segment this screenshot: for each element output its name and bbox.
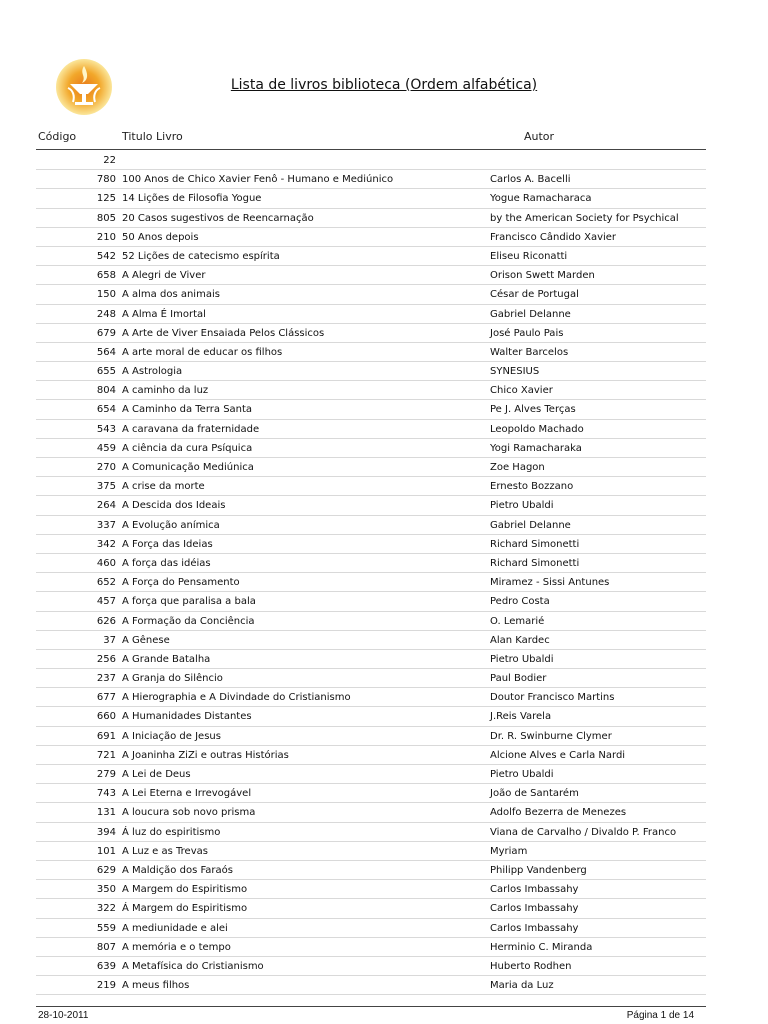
book-code: 375: [96, 481, 116, 493]
book-title: A força das idéias: [122, 557, 211, 569]
footer-date: 28-10-2011: [38, 1010, 89, 1021]
book-code: 237: [96, 673, 116, 685]
book-title: A Hierographia e A Divindade do Cristianismo: [122, 692, 351, 704]
book-author: Paul Bodier: [490, 673, 547, 685]
book-code: 350: [96, 884, 116, 896]
table-row: [36, 151, 706, 170]
book-code: 629: [96, 864, 116, 876]
table-row: [36, 919, 706, 938]
book-author: Pietro Ubaldi: [490, 653, 554, 665]
book-author: César de Portugal: [490, 289, 579, 301]
book-code: 248: [96, 308, 116, 320]
column-header-code: Código: [38, 130, 77, 143]
book-author: Carlos Imbassahy: [490, 884, 579, 896]
table-row: [36, 535, 706, 554]
book-title: A Maldição dos Faraós: [122, 864, 233, 876]
book-title: A crise da morte: [122, 481, 205, 493]
book-code: 322: [96, 903, 116, 915]
book-title: A caminho da luz: [122, 385, 209, 397]
book-author: O. Lemarié: [490, 615, 545, 627]
table-row: [36, 823, 706, 842]
table-row: [36, 458, 706, 477]
book-author: Richard Simonetti: [490, 557, 580, 569]
book-code: 459: [96, 442, 116, 454]
book-code: 125: [96, 193, 116, 205]
table-row: [36, 554, 706, 573]
book-author: Myriam: [490, 845, 528, 857]
table-row: [36, 784, 706, 803]
book-code: 654: [96, 404, 116, 416]
book-code: 660: [96, 711, 116, 723]
book-author: Philipp Vandenberg: [490, 864, 587, 876]
book-code: 655: [96, 366, 116, 378]
book-title: A Iniciação de Jesus: [122, 730, 221, 742]
book-title: 50 Anos depois: [122, 231, 199, 243]
book-title: A meus filhos: [122, 980, 190, 992]
book-author: Huberto Rodhen: [490, 960, 572, 972]
book-title: A Alegri de Viver: [122, 270, 206, 282]
table-row: [36, 477, 706, 496]
book-title: A Metafísica do Cristianismo: [122, 960, 264, 972]
table-row: [36, 400, 706, 419]
book-author: Ernesto Bozzano: [490, 481, 574, 493]
table-row: [36, 247, 706, 266]
book-author: Chico Xavier: [490, 385, 553, 397]
book-title: A Grande Batalha: [122, 653, 211, 665]
table-row: [36, 938, 706, 957]
table-row: [36, 688, 706, 707]
book-title: A Luz e as Trevas: [122, 845, 208, 857]
book-code: 394: [96, 826, 116, 838]
book-author: Dr. R. Swinburne Clymer: [490, 730, 612, 742]
book-code: 639: [96, 960, 116, 972]
book-title: 100 Anos de Chico Xavier Fenô - Humano e Mediúnico: [122, 174, 394, 186]
book-author: Richard Simonetti: [490, 538, 580, 550]
book-title: A caravana da fraternidade: [122, 423, 260, 435]
book-code: 337: [96, 519, 116, 531]
book-author: Carlos Imbassahy: [490, 903, 579, 915]
footer-page-number: Página 1 de 14: [626, 1010, 694, 1021]
book-title: A Margem do Espiritismo: [122, 884, 248, 896]
book-code: 658: [96, 270, 116, 282]
book-author: Zoe Hagon: [490, 462, 545, 473]
book-code: 543: [96, 423, 116, 435]
table-row: [36, 496, 706, 515]
table-row: [36, 842, 706, 861]
table-row: [36, 592, 706, 611]
book-title: A Joaninha ZiZi e outras Histórias: [122, 749, 289, 761]
table-row: [36, 650, 706, 669]
book-author: João de Santarém: [490, 788, 579, 800]
column-header-title: Titulo Livro: [122, 130, 183, 143]
book-author: Leopoldo Machado: [490, 423, 584, 435]
book-title: 14 Lições de Filosofia Yogue: [122, 193, 262, 205]
book-author: Yogue Ramacharaca: [490, 193, 592, 205]
book-code: 22: [103, 155, 116, 166]
book-title: A Lei Eterna e Irrevogável: [122, 788, 252, 800]
table-row: [36, 765, 706, 784]
table-row: [36, 381, 706, 400]
book-list: [36, 151, 706, 995]
book-author: by the American Society for Psychical: [490, 212, 679, 224]
book-author: Herminio C. Miranda: [490, 941, 593, 953]
book-author: Eliseu Riconatti: [490, 250, 568, 262]
book-code: 691: [96, 730, 116, 742]
book-author: J.Reis Varela: [490, 711, 552, 723]
book-author: Maria da Luz: [490, 980, 554, 992]
book-title: A Formação da Conciência: [122, 615, 255, 627]
book-code: 457: [96, 596, 116, 608]
book-author: Carlos A. Bacelli: [490, 174, 571, 186]
book-title: A Astrologia: [122, 366, 183, 378]
book-title: A Comunicação Mediúnica: [122, 462, 254, 473]
table-row: [36, 707, 706, 726]
table-row: [36, 324, 706, 343]
book-code: 805: [96, 212, 116, 224]
header-divider: [36, 149, 706, 150]
book-author: Adolfo Bezerra de Menezes: [490, 807, 627, 819]
book-title: A Força das Ideias: [122, 538, 213, 550]
book-author: SYNESIUS: [490, 366, 540, 378]
book-title: A memória e o tempo: [122, 941, 231, 953]
table-row: [36, 573, 706, 592]
book-code: 279: [96, 769, 116, 780]
book-code: 559: [96, 922, 116, 934]
table-row: [36, 189, 706, 208]
book-code: 807: [96, 941, 116, 953]
book-code: 219: [96, 980, 116, 992]
book-author: Miramez - Sissi Antunes: [490, 577, 610, 589]
book-author: Gabriel Delanne: [490, 308, 571, 320]
table-row: [36, 957, 706, 976]
book-author: Pietro Ubaldi: [490, 500, 554, 512]
table-row: [36, 362, 706, 381]
book-code: 542: [96, 250, 116, 262]
book-title: A arte moral de educar os filhos: [122, 346, 283, 358]
book-code: 679: [96, 327, 116, 339]
book-title: Á Margem do Espiritismo: [122, 903, 248, 915]
book-title: A Evolução anímica: [122, 519, 220, 531]
table-row: [36, 285, 706, 304]
book-title: A Granja do Silêncio: [122, 673, 223, 685]
book-code: 743: [96, 788, 116, 800]
book-author: Alan Kardec: [490, 634, 550, 646]
book-author: Alcione Alves e Carla Nardi: [490, 749, 626, 761]
table-row: [36, 880, 706, 899]
table-row: [36, 228, 706, 247]
book-title: 52 Lições de catecismo espírita: [122, 250, 280, 262]
book-code: 460: [96, 557, 116, 569]
book-title: A força que paralisa a bala: [122, 596, 256, 608]
book-title: A Arte de Viver Ensaiada Pelos Clássicos: [122, 327, 325, 339]
book-title: A Caminho da Terra Santa: [122, 404, 253, 416]
book-code: 210: [96, 231, 116, 243]
book-code: 256: [96, 653, 116, 665]
book-title: A Humanidades Distantes: [122, 711, 252, 723]
book-title: A ciência da cura Psíquica: [122, 442, 253, 454]
book-title: A alma dos animais: [122, 289, 220, 301]
column-header-author: Autor: [524, 130, 555, 143]
book-code: 677: [96, 692, 116, 704]
footer-divider: [36, 1006, 706, 1007]
page-title: Lista de livros biblioteca (Ordem alfabética): [230, 77, 538, 93]
table-row: [36, 631, 706, 650]
table-row: [36, 516, 706, 535]
book-author: Carlos Imbassahy: [490, 922, 579, 934]
book-author: Pedro Costa: [490, 596, 550, 608]
book-author: Viana de Carvalho / Divaldo P. Franco: [490, 826, 677, 838]
book-code: 264: [96, 500, 116, 512]
table-row: [36, 305, 706, 324]
book-title: A mediunidade e alei: [122, 922, 228, 934]
book-code: 150: [96, 289, 116, 301]
book-title: A Lei de Deus: [122, 769, 191, 780]
book-author: Orison Swett Marden: [490, 270, 595, 282]
book-code: 780: [96, 174, 116, 186]
book-author: Walter Barcelos: [490, 346, 569, 358]
table-row: [36, 899, 706, 918]
table-row: [36, 439, 706, 458]
table-row: [36, 209, 706, 228]
book-code: 131: [96, 807, 116, 819]
book-code: 804: [96, 385, 116, 397]
book-author: Pe J. Alves Terças: [490, 404, 576, 416]
book-code: 652: [96, 577, 116, 589]
table-row: [36, 861, 706, 880]
book-author: Doutor Francisco Martins: [490, 692, 615, 704]
book-author: Yogi Ramacharaka: [490, 442, 582, 454]
book-title: A Força do Pensamento: [122, 577, 240, 589]
book-code: 37: [103, 634, 116, 646]
table-row: [36, 976, 706, 995]
book-title: A Descida dos Ideais: [122, 500, 226, 512]
book-author: Francisco Cândido Xavier: [490, 231, 617, 243]
table-row: [36, 746, 706, 765]
table-row: [36, 612, 706, 631]
book-title: A Alma É Imortal: [122, 308, 206, 320]
book-author: José Paulo Pais: [490, 327, 564, 339]
book-title: 20 Casos sugestivos de Reencarnação: [122, 212, 314, 224]
book-code: 342: [96, 538, 116, 550]
table-row: [36, 170, 706, 189]
book-author: Gabriel Delanne: [490, 519, 571, 531]
book-code: 270: [96, 462, 116, 473]
table-row: [36, 669, 706, 688]
book-code: 626: [96, 615, 116, 627]
table-row: [36, 343, 706, 362]
table-row: [36, 420, 706, 439]
book-title: Á luz do espiritismo: [122, 826, 221, 838]
table-row: [36, 266, 706, 285]
book-code: 564: [96, 346, 116, 358]
book-author: Pietro Ubaldi: [490, 769, 554, 780]
book-code: 721: [96, 749, 116, 761]
table-row: [36, 803, 706, 822]
book-title: A loucura sob novo prisma: [122, 807, 256, 819]
book-title: A Gênese: [122, 634, 170, 646]
table-row: [36, 727, 706, 746]
book-code: 101: [96, 845, 116, 857]
